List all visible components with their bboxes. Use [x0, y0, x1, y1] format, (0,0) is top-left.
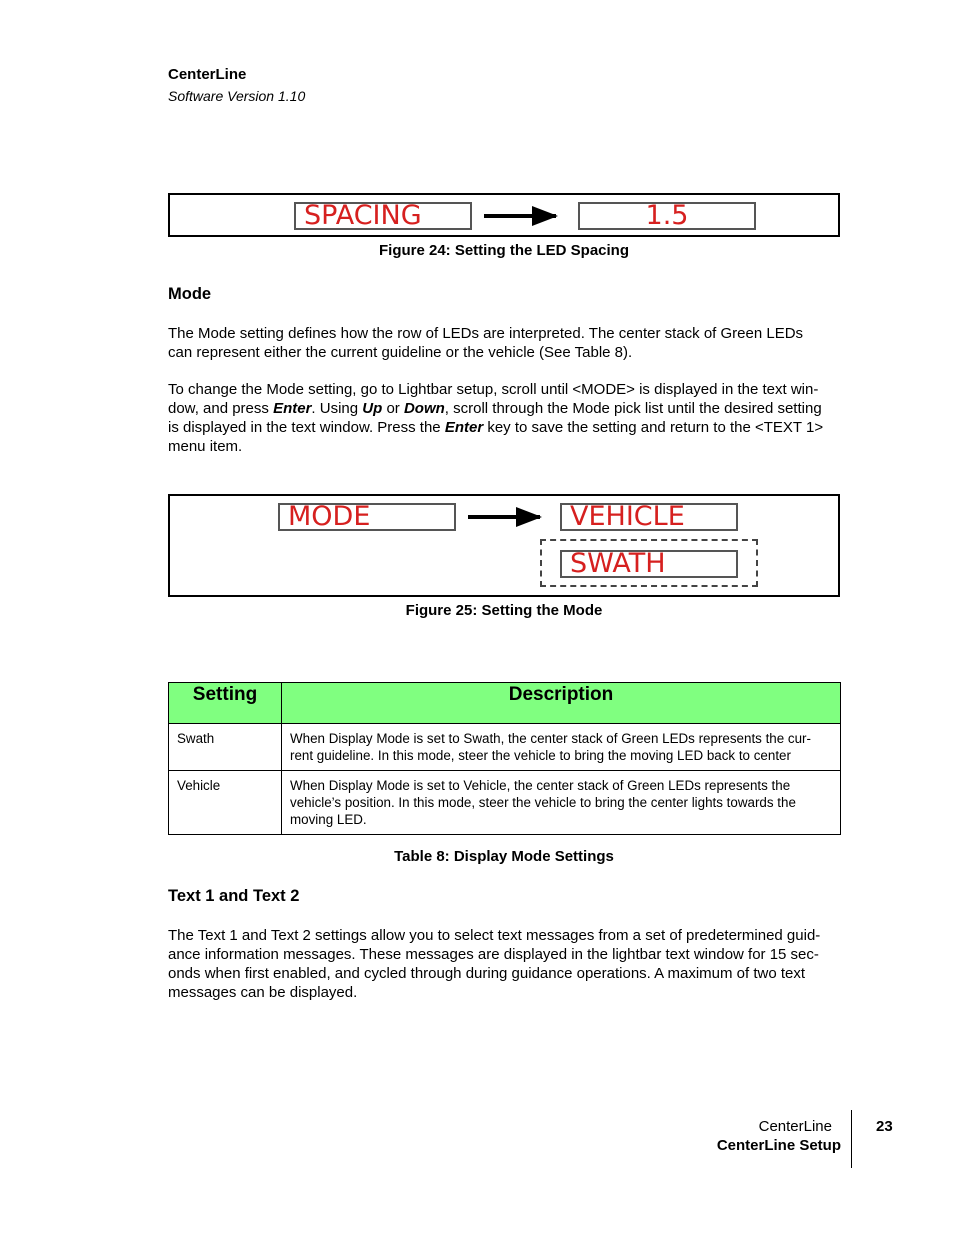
mode-paragraph-1 — [168, 324, 846, 362]
text-line — [168, 418, 846, 437]
table-row — [169, 724, 841, 771]
software-version: Software Version 1.10 — [168, 88, 306, 104]
setting-column-header: Setting — [169, 683, 282, 724]
figure-25-caption: Figure 25: Setting the Mode — [405, 602, 603, 619]
spacing-display: SPACING — [294, 202, 472, 230]
footer-divider — [851, 1110, 852, 1168]
text-line: vehicle’s position. In this mode, steer the vehicle to bring the center lights towards the — [290, 795, 796, 810]
description-column-header: Description — [282, 683, 841, 724]
text-span: is displayed in the text window. Press the — [168, 419, 445, 436]
text-span: dow, and press — [168, 400, 274, 417]
page-number: 23 — [876, 1118, 893, 1135]
setting-cell: Swath — [169, 724, 282, 771]
text-line: ance information messages. These messages are displayed in the lightbar text window for 15 sec- — [168, 946, 819, 963]
text-line: can represent either the current guideline or the vehicle (See Table 8). — [168, 344, 633, 361]
figure-25-box — [168, 494, 840, 597]
setting-cell: Vehicle — [169, 771, 282, 835]
text-span: or — [382, 400, 404, 417]
text-span: . Using — [311, 400, 363, 417]
text-line: To change the Mode setting, go to Lightbar setup, scroll until <MODE> is displayed in the text win- — [168, 381, 819, 398]
text-line: When Display Mode is set to Swath, the center stack of Green LEDs represents the cur- — [290, 731, 811, 746]
text-settings-heading: Text 1 and Text 2 — [168, 887, 300, 905]
spacing-value-display: 1.5 — [578, 202, 756, 230]
description-cell — [282, 724, 841, 771]
text-line: menu item. — [168, 438, 243, 455]
display-mode-table — [168, 682, 841, 835]
text-settings-paragraph — [168, 926, 846, 1002]
text-line: When Display Mode is set to Vehicle, the center stack of Green LEDs represents the — [290, 778, 791, 793]
text-line: rent guideline. In this mode, steer the vehicle to bring the moving LED back to center — [290, 748, 791, 763]
text-line: The Mode setting defines how the row of LEDs are interpreted. The center stack of Green LEDs — [168, 325, 804, 342]
table-8-caption: Table 8: Display Mode Settings — [394, 848, 614, 865]
text-line — [168, 399, 846, 418]
text-span: key to save the setting and return to the <TEXT 1> — [483, 419, 824, 436]
enter-key-text: Enter — [273, 400, 312, 417]
text-line: The Text 1 and Text 2 settings allow you to select text messages from a set of predetermined guid- — [168, 927, 821, 944]
swath-option-display: SWATH — [560, 550, 738, 578]
mode-display: MODE — [278, 503, 456, 531]
text-line: messages can be displayed. — [168, 984, 358, 1001]
vehicle-option-display: VEHICLE — [560, 503, 738, 531]
down-key-text: Down — [403, 400, 445, 417]
table-row — [169, 771, 841, 835]
text-line: onds when first enabled, and cycled through during guidance operations. A maximum of two text — [168, 965, 806, 982]
mode-heading: Mode — [168, 285, 212, 303]
footer-section: CenterLine Setup — [716, 1137, 841, 1154]
up-key-text: Up — [362, 400, 383, 417]
text-line: moving LED. — [290, 812, 367, 827]
description-cell — [282, 771, 841, 835]
figure-24-box — [168, 193, 840, 237]
enter-key-text: Enter — [444, 419, 484, 436]
text-span: , scroll through the Mode pick list until the desired setting — [444, 400, 822, 417]
footer-product: CenterLine — [758, 1118, 832, 1135]
figure-24-caption: Figure 24: Setting the LED Spacing — [378, 242, 630, 259]
mode-paragraph-2 — [168, 380, 846, 456]
right-arrow-icon — [484, 214, 556, 218]
table-header-row — [169, 683, 841, 724]
right-arrow-icon — [468, 515, 540, 519]
document-title: CenterLine — [168, 66, 247, 83]
